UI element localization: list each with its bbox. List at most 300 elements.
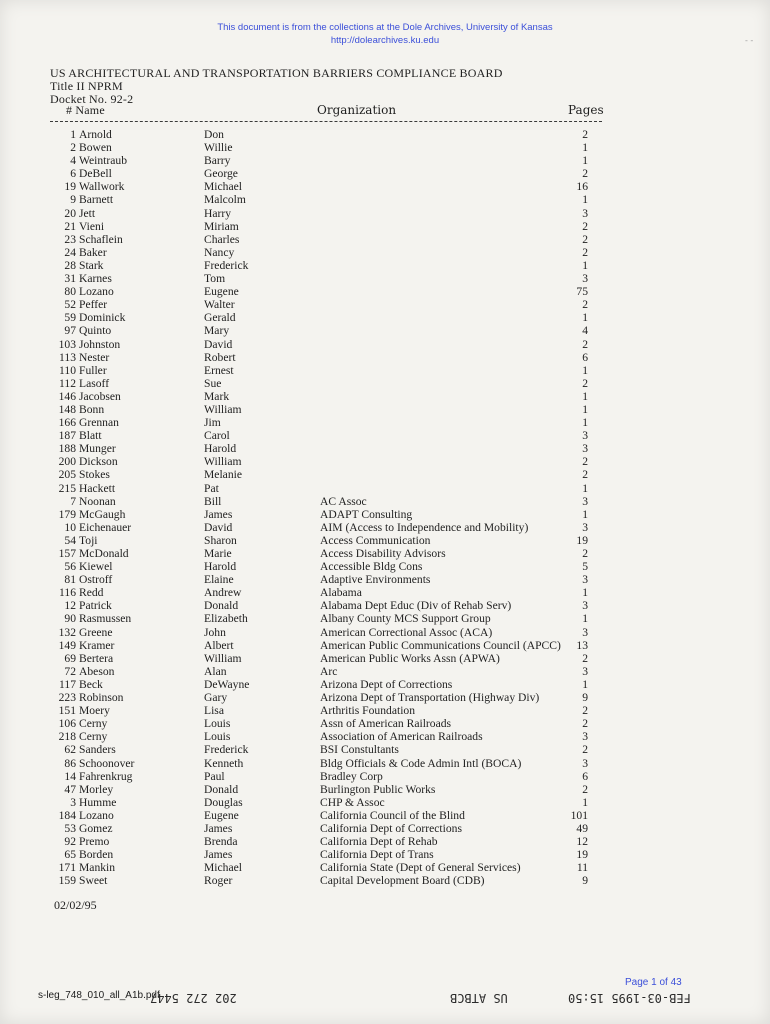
last-name: Kiewel xyxy=(79,560,113,574)
table-row xyxy=(0,691,770,704)
table-row xyxy=(0,547,770,560)
doc-title: Title II NPRM xyxy=(50,79,123,93)
column-header-pages: Pages xyxy=(568,103,604,117)
table-row xyxy=(0,495,770,508)
page-count: 2 xyxy=(582,704,588,718)
row-number: 218 xyxy=(58,730,76,744)
first-name: Roger xyxy=(204,874,233,888)
page-count: 2 xyxy=(582,547,588,560)
archive-note: This document is from the collections at the Dole Archives, University of Kansas xyxy=(217,22,553,33)
last-name: Johnston xyxy=(79,337,121,351)
first-name: Bill xyxy=(204,494,222,508)
organization: Alabama Dept Educ (Div of Rehab Serv) xyxy=(320,599,512,613)
first-name: John xyxy=(204,625,226,639)
first-name: Ernest xyxy=(204,363,234,377)
last-name: Stokes xyxy=(79,468,110,482)
page-count: 3 xyxy=(582,494,588,508)
first-name: William xyxy=(204,402,242,416)
page-indicator: Page 1 of 43 xyxy=(625,977,682,988)
table-row xyxy=(0,390,770,403)
first-name: James xyxy=(204,848,233,862)
table-row xyxy=(0,586,770,599)
table-row xyxy=(0,573,770,586)
page-count: 6 xyxy=(582,769,588,783)
row-number: 151 xyxy=(58,704,76,718)
first-name: William xyxy=(204,455,242,469)
organization: Accessible Bldg Cons xyxy=(320,560,423,574)
row-number: 21 xyxy=(64,219,76,233)
table-row xyxy=(0,717,770,730)
first-name: Willie xyxy=(204,141,233,155)
first-name: Melanie xyxy=(204,468,242,482)
page-count: 2 xyxy=(582,717,588,731)
first-name: James xyxy=(204,821,233,835)
first-name: George xyxy=(204,167,238,181)
last-name: Arnold xyxy=(79,128,112,141)
first-name: Charles xyxy=(204,232,240,246)
row-number: 223 xyxy=(58,691,76,705)
first-name: Donald xyxy=(204,782,239,796)
table-row xyxy=(0,468,770,481)
last-name: Jett xyxy=(79,206,96,220)
page-count: 2 xyxy=(582,376,588,390)
last-name: Bertera xyxy=(79,651,114,665)
last-name: Grennan xyxy=(79,416,119,430)
row-number: 90 xyxy=(64,612,76,626)
organization: California State (Dept of General Services) xyxy=(320,861,521,875)
page-count: 9 xyxy=(582,691,588,705)
first-name: William xyxy=(204,651,242,665)
page-count: 1 xyxy=(582,154,588,168)
organization: Albany County MCS Support Group xyxy=(320,612,491,626)
page-count: 1 xyxy=(582,311,588,325)
first-name: Michael xyxy=(204,861,242,875)
first-name: Douglas xyxy=(204,795,243,809)
last-name: Schoonover xyxy=(79,756,135,770)
organization: California Dept of Trans xyxy=(320,848,434,862)
table-row xyxy=(0,377,770,390)
column-header-name: # Name xyxy=(66,103,105,117)
first-name: Elaine xyxy=(204,573,234,587)
last-name: Lozano xyxy=(79,808,114,822)
first-name: Tom xyxy=(204,272,226,286)
row-number: 205 xyxy=(58,468,76,482)
row-number: 110 xyxy=(59,363,76,377)
table-row xyxy=(0,167,770,180)
row-number: 159 xyxy=(58,874,76,888)
row-number: 69 xyxy=(64,651,76,665)
table-row xyxy=(0,612,770,625)
first-name: Sharon xyxy=(204,533,237,547)
row-number: 132 xyxy=(58,625,76,639)
first-name: Lisa xyxy=(204,704,224,718)
last-name: Lasoff xyxy=(79,376,110,390)
table-row xyxy=(0,783,770,796)
last-name: Gomez xyxy=(79,821,113,835)
first-name: Miriam xyxy=(204,219,239,233)
agency-heading: US ARCHITECTURAL AND TRANSPORTATION BARRIERS COMPLIANCE BOARD xyxy=(50,66,503,80)
row-number: 1 xyxy=(70,128,76,141)
first-name: Louis xyxy=(204,717,231,731)
table-row xyxy=(0,429,770,442)
table-row xyxy=(0,560,770,573)
row-number: 31 xyxy=(64,272,76,286)
table-row xyxy=(0,822,770,835)
row-number: 62 xyxy=(64,743,76,757)
last-name: Bowen xyxy=(79,141,112,155)
table-row xyxy=(0,272,770,285)
table-row xyxy=(0,809,770,822)
page-count: 2 xyxy=(582,298,588,312)
page-count: 2 xyxy=(582,167,588,181)
table-row xyxy=(0,193,770,206)
row-number: 52 xyxy=(64,298,76,312)
table-row xyxy=(0,154,770,167)
archive-link[interactable]: http://dolearchives.ku.edu xyxy=(330,35,440,46)
organization: Arc xyxy=(320,664,338,678)
fax-header-number: 202 272 5447 xyxy=(150,991,237,1005)
table-row xyxy=(0,534,770,547)
first-name: Frederick xyxy=(204,258,249,272)
row-number: 53 xyxy=(64,821,76,835)
table-row xyxy=(0,508,770,521)
page-count: 1 xyxy=(582,363,588,377)
table-row xyxy=(0,246,770,259)
first-name: David xyxy=(204,337,233,351)
column-header-organization: Organization xyxy=(317,103,397,117)
last-name: Moery xyxy=(79,704,110,718)
table-row xyxy=(0,665,770,678)
organization: BSI Constultants xyxy=(320,743,399,757)
page-count: 1 xyxy=(582,481,588,495)
last-name: Lozano xyxy=(79,285,114,299)
row-number: 146 xyxy=(58,389,76,403)
organization: American Public Works Assn (APWA) xyxy=(320,651,500,665)
docket-number: Docket No. 92-2 xyxy=(50,92,134,106)
page-count: 2 xyxy=(582,468,588,482)
table-row xyxy=(0,482,770,495)
file-name: s-leg_748_010_all_A1b.pdf xyxy=(38,990,160,1001)
last-name: Stark xyxy=(79,258,104,272)
row-number: 117 xyxy=(59,677,76,691)
last-name: Jacobsen xyxy=(79,389,121,403)
row-number: 171 xyxy=(58,861,76,875)
table-row xyxy=(0,324,770,337)
page-count: 12 xyxy=(576,835,588,849)
row-number: 10 xyxy=(64,520,76,534)
row-number: 81 xyxy=(64,573,76,587)
row-number: 179 xyxy=(58,507,76,521)
table-row xyxy=(0,743,770,756)
organization: Arizona Dept of Transportation (Highway Div) xyxy=(320,691,540,705)
table-row xyxy=(0,141,770,154)
row-number: 106 xyxy=(58,717,76,731)
last-name: Bonn xyxy=(79,402,105,416)
row-number: 9 xyxy=(70,193,76,207)
row-number: 20 xyxy=(64,206,76,220)
page-count: 6 xyxy=(582,350,588,364)
row-number: 6 xyxy=(70,167,76,181)
organization: Bradley Corp xyxy=(320,769,383,783)
table-row xyxy=(0,757,770,770)
document-date: 02/02/95 xyxy=(54,898,97,912)
page-count: 49 xyxy=(576,821,588,835)
last-name: McDonald xyxy=(79,547,129,560)
organization: American Correctional Assoc (ACA) xyxy=(320,625,493,639)
row-number: 148 xyxy=(58,402,76,416)
first-name: Harold xyxy=(204,560,237,574)
row-number: 97 xyxy=(64,324,76,338)
first-name: Andrew xyxy=(204,586,242,600)
row-number: 92 xyxy=(64,835,76,849)
first-name: Brenda xyxy=(204,835,238,849)
last-name: Ostroff xyxy=(79,573,113,587)
page-count: 2 xyxy=(582,232,588,246)
row-number: 72 xyxy=(64,664,76,678)
page-count: 2 xyxy=(582,245,588,259)
page-count: 75 xyxy=(576,285,588,299)
page-count: 1 xyxy=(582,193,588,207)
page-count: 5 xyxy=(582,560,588,574)
page-count: 3 xyxy=(582,573,588,587)
table-row xyxy=(0,207,770,220)
table-row xyxy=(0,835,770,848)
fax-header-sender: US ATBCB xyxy=(450,991,508,1005)
last-name: Morley xyxy=(79,782,114,796)
row-number: 56 xyxy=(64,560,76,574)
table-row xyxy=(0,874,770,887)
table-row xyxy=(0,652,770,665)
last-name: Schaflein xyxy=(79,232,123,246)
page-count: 3 xyxy=(582,756,588,770)
table-row xyxy=(0,770,770,783)
page-count: 11 xyxy=(576,861,588,875)
table-row xyxy=(0,403,770,416)
organization: Assn of American Railroads xyxy=(320,717,452,731)
row-number: 149 xyxy=(58,638,76,652)
page-count: 16 xyxy=(576,180,588,194)
table-row xyxy=(0,180,770,193)
row-number: 4 xyxy=(70,154,76,168)
last-name: Vieni xyxy=(79,219,105,233)
first-name: Eugene xyxy=(204,808,239,822)
row-number: 24 xyxy=(64,245,76,259)
first-name: Alan xyxy=(204,664,227,678)
table-row xyxy=(0,639,770,652)
row-number: 2 xyxy=(70,141,76,155)
page-count: 2 xyxy=(582,455,588,469)
page-count: 19 xyxy=(576,533,588,547)
row-number: 103 xyxy=(58,337,76,351)
row-number: 28 xyxy=(64,258,76,272)
page-count: 1 xyxy=(582,795,588,809)
page-count: 1 xyxy=(582,677,588,691)
row-number: 65 xyxy=(64,848,76,862)
first-name: Eugene xyxy=(204,285,239,299)
organization: CHP & Assoc xyxy=(320,795,385,809)
last-name: Noonan xyxy=(79,494,116,508)
first-name: Barry xyxy=(204,154,231,168)
table-row xyxy=(0,233,770,246)
last-name: Baker xyxy=(79,245,107,259)
page-count: 2 xyxy=(582,337,588,351)
last-name: Peffer xyxy=(79,298,108,312)
row-number: 113 xyxy=(59,350,76,364)
page-count: 1 xyxy=(582,389,588,403)
last-name: Kramer xyxy=(79,638,115,652)
first-name: Elizabeth xyxy=(204,612,248,626)
first-name: David xyxy=(204,520,233,534)
last-name: Quinto xyxy=(79,324,112,338)
table-row xyxy=(0,416,770,429)
page-count: 2 xyxy=(582,743,588,757)
row-number: 184 xyxy=(58,808,76,822)
first-name: Malcolm xyxy=(204,193,246,207)
last-name: Nester xyxy=(79,350,110,364)
row-number: 116 xyxy=(59,586,76,600)
first-name: Marie xyxy=(204,547,232,560)
page-count: 13 xyxy=(576,638,588,652)
row-number: 54 xyxy=(64,533,76,547)
row-number: 200 xyxy=(58,455,76,469)
organization: California Dept of Corrections xyxy=(320,821,462,835)
last-name: Fahrenkrug xyxy=(79,769,133,783)
table-row xyxy=(0,599,770,612)
last-name: Mankin xyxy=(79,861,116,875)
table-row xyxy=(0,848,770,861)
scan-mark: - - xyxy=(745,36,754,45)
page-count: 1 xyxy=(582,507,588,521)
first-name: Robert xyxy=(204,350,236,364)
organization: ADAPT Consulting xyxy=(320,507,413,521)
row-number: 7 xyxy=(70,494,76,508)
page-count: 3 xyxy=(582,625,588,639)
last-name: Robinson xyxy=(79,691,124,705)
row-number: 80 xyxy=(64,285,76,299)
table-row xyxy=(0,220,770,233)
page-count: 3 xyxy=(582,206,588,220)
page-count: 2 xyxy=(582,651,588,665)
page-count: 19 xyxy=(576,848,588,862)
comment-table xyxy=(0,128,770,887)
first-name: Harry xyxy=(204,206,232,220)
organization: Burlington Public Works xyxy=(320,782,436,796)
organization: AIM (Access to Independence and Mobility) xyxy=(320,520,529,534)
table-row xyxy=(0,626,770,639)
table-row xyxy=(0,442,770,455)
last-name: Wallwork xyxy=(79,180,125,194)
organization: California Council of the Blind xyxy=(320,808,465,822)
first-name: Paul xyxy=(204,769,225,783)
row-number: 187 xyxy=(58,429,76,443)
table-row xyxy=(0,678,770,691)
page-count: 1 xyxy=(582,258,588,272)
table-row xyxy=(0,259,770,272)
last-name: Eichenauer xyxy=(79,520,132,534)
last-name: McGaugh xyxy=(79,507,126,521)
first-name: Mark xyxy=(204,389,230,403)
row-number: 12 xyxy=(64,599,76,613)
first-name: Gerald xyxy=(204,311,236,325)
page-count: 4 xyxy=(582,324,588,338)
last-name: Sweet xyxy=(79,874,108,888)
page-count: 1 xyxy=(582,416,588,430)
organization: Capital Development Board (CDB) xyxy=(320,874,485,888)
first-name: Albert xyxy=(204,638,234,652)
row-number: 47 xyxy=(64,782,76,796)
last-name: Greene xyxy=(79,625,113,639)
first-name: Kenneth xyxy=(204,756,244,770)
organization: Arthritis Foundation xyxy=(320,704,416,718)
first-name: Louis xyxy=(204,730,231,744)
first-name: Gary xyxy=(204,691,228,705)
first-name: Sue xyxy=(204,376,222,390)
row-number: 188 xyxy=(58,442,76,456)
page-count: 1 xyxy=(582,612,588,626)
row-number: 215 xyxy=(58,481,76,495)
organization: Alabama xyxy=(320,586,362,600)
last-name: Fuller xyxy=(79,363,107,377)
organization: American Public Communications Council (APCC) xyxy=(320,638,561,652)
table-row xyxy=(0,351,770,364)
table-row xyxy=(0,128,770,141)
header-divider xyxy=(50,121,602,122)
last-name: Rasmussen xyxy=(79,612,132,626)
table-row xyxy=(0,285,770,298)
table-row xyxy=(0,861,770,874)
row-number: 166 xyxy=(58,416,76,430)
page-count: 3 xyxy=(582,520,588,534)
first-name: Michael xyxy=(204,180,242,194)
last-name: Sanders xyxy=(79,743,116,757)
page-count: 2 xyxy=(582,782,588,796)
row-number: 86 xyxy=(64,756,76,770)
first-name: DeWayne xyxy=(204,677,250,691)
last-name: Patrick xyxy=(79,599,112,613)
page-count: 2 xyxy=(582,219,588,233)
page-count: 101 xyxy=(570,808,588,822)
first-name: Donald xyxy=(204,599,239,613)
page-count: 3 xyxy=(582,664,588,678)
fax-header-timestamp: FEB-03-1995 15:50 xyxy=(568,991,691,1005)
page-count: 9 xyxy=(582,874,588,888)
table-row xyxy=(0,521,770,534)
first-name: Frederick xyxy=(204,743,249,757)
row-number: 14 xyxy=(64,769,76,783)
last-name: Cerny xyxy=(79,730,108,744)
page-count: 3 xyxy=(582,442,588,456)
row-number: 112 xyxy=(59,376,76,390)
table-row xyxy=(0,364,770,377)
last-name: Beck xyxy=(79,677,103,691)
page-count: 3 xyxy=(582,730,588,744)
last-name: Toji xyxy=(79,533,98,547)
last-name: Barnett xyxy=(79,193,114,207)
last-name: Karnes xyxy=(79,272,112,286)
last-name: DeBell xyxy=(79,167,112,181)
last-name: Munger xyxy=(79,442,116,456)
last-name: Blatt xyxy=(79,429,102,443)
organization: AC Assoc xyxy=(320,494,367,508)
row-number: 3 xyxy=(70,795,76,809)
organization: California Dept of Rehab xyxy=(320,835,438,849)
organization: Adaptive Environments xyxy=(320,573,431,587)
first-name: Harold xyxy=(204,442,237,456)
organization: Arizona Dept of Corrections xyxy=(320,677,453,691)
page-count: 3 xyxy=(582,599,588,613)
row-number: 23 xyxy=(64,232,76,246)
table-row xyxy=(0,311,770,324)
